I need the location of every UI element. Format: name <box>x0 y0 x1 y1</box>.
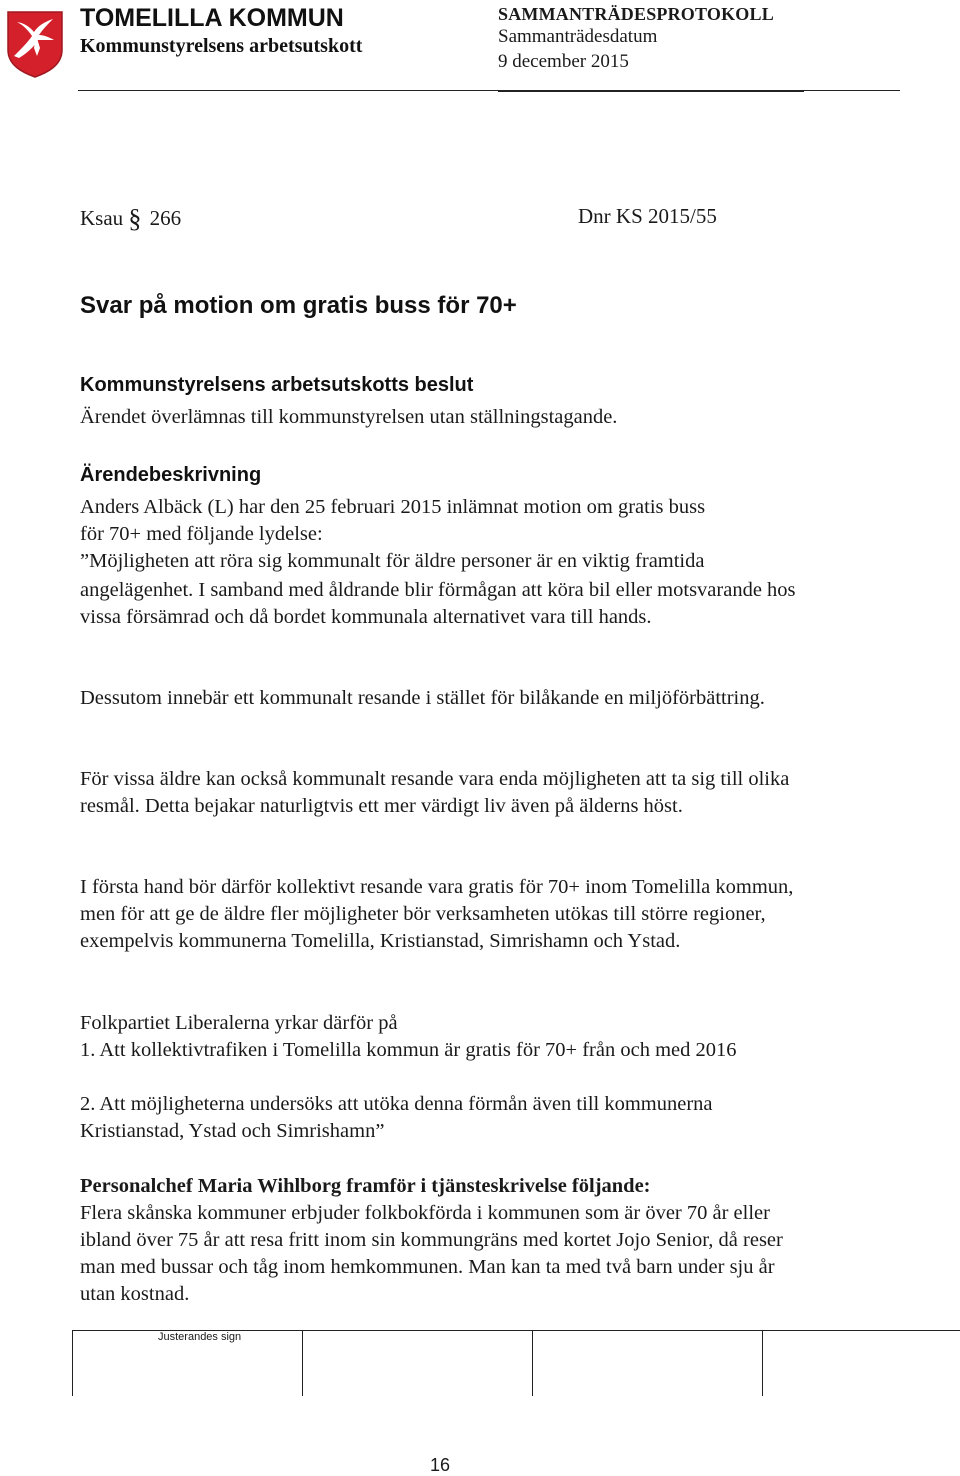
motion-quote-line: ”Möjligheten att röra sig kommunalt för äldre personer är en viktig framtida <box>80 550 705 572</box>
description-intro-line1: Anders Albäck (L) har den 25 februari 2015 inlämnat motion om gratis buss <box>80 496 706 518</box>
description-paragraph: Dessutom innebär ett kommunalt resande i stället för bilåkande en miljöförbättring. <box>80 687 765 709</box>
header-divider-accent <box>498 90 804 92</box>
case-prefix: Ksau <box>80 206 124 230</box>
signature-box-divider <box>72 1330 73 1396</box>
signature-box-divider <box>762 1330 763 1396</box>
signature-box-divider <box>532 1330 533 1396</box>
organization-unit: Kommunstyrelsens arbetsutskott <box>80 35 363 57</box>
coat-of-arms-crane-icon <box>6 10 64 78</box>
signature-label: Justerandes sign <box>158 1331 242 1343</box>
protocol-title: SAMMANTRÄDESPROTOKOLL <box>498 4 774 24</box>
section-symbol: § <box>128 204 142 233</box>
diary-number: Dnr KS 2015/55 <box>578 204 717 228</box>
description-paragraph: I första hand bör därför kollektivt resande vara gratis för 70+ inom Tomelilla kommun, men för att ge de äldre fler möjligheter bör verksamheten utökas till större regioner, exempelvis kommunerna Tomelilla, Kristianstad, Simrishamn och Ystad. <box>80 876 794 952</box>
decision-text: Ärendet överlämnas till kommunstyrelsen utan ställningstagande. <box>80 406 618 428</box>
page-number: 16 <box>430 1455 451 1475</box>
organization-name: TOMELILLA KOMMUN <box>80 4 344 32</box>
document-title: Svar på motion om gratis buss för 70+ <box>80 292 517 319</box>
meeting-date: 9 december 2015 <box>498 51 629 72</box>
decision-heading: Kommunstyrelsens arbetsutskotts beslut <box>80 374 474 396</box>
personnel-statement-heading: Personalchef Maria Wihlborg framför i tjänsteskrivelse följande: <box>80 1175 651 1197</box>
description-heading: Ärendebeskrivning <box>80 464 262 486</box>
case-number: 266 <box>149 206 182 230</box>
personnel-statement-text: Flera skånska kommuner erbjuder folkbokförda i kommunen som är över 70 år eller ibland över 75 år att resa fritt inom sin kommungräns med kortet Jojo Senior, då reser man med bussar och tåg inom hemkommunen. Man kan ta med två barn under sju år utan kostnad. <box>80 1202 783 1305</box>
motion-request-intro: Folkpartiet Liberalerna yrkar därför på <box>80 1012 398 1034</box>
description-intro-line2: för 70+ med följande lydelse: <box>80 523 323 545</box>
case-reference <box>80 204 181 231</box>
meeting-date-label: Sammanträdesdatum <box>498 26 658 47</box>
description-paragraph: För vissa äldre kan också kommunalt resande vara enda möjligheten att ta sig till olika resmål. Detta bejakar naturligtvis ett mer värdigt liv även på älderns höst. <box>80 768 790 817</box>
signature-box-divider <box>302 1330 303 1396</box>
motion-request-item: 1. Att kollektivtrafiken i Tomelilla kommun är gratis för 70+ från och med 2016 <box>80 1039 737 1061</box>
motion-request-item: 2. Att möjligheterna undersöks att utöka denna förmån även till kommunerna Kristianstad, Ystad och Simrishamn” <box>80 1093 713 1142</box>
description-paragraph: angelägenhet. I samband med åldrande blir förmågan att köra bil eller motsvarande hos vissa försämrad och då bordet kommunala alternativet vara till hands. <box>80 579 796 628</box>
